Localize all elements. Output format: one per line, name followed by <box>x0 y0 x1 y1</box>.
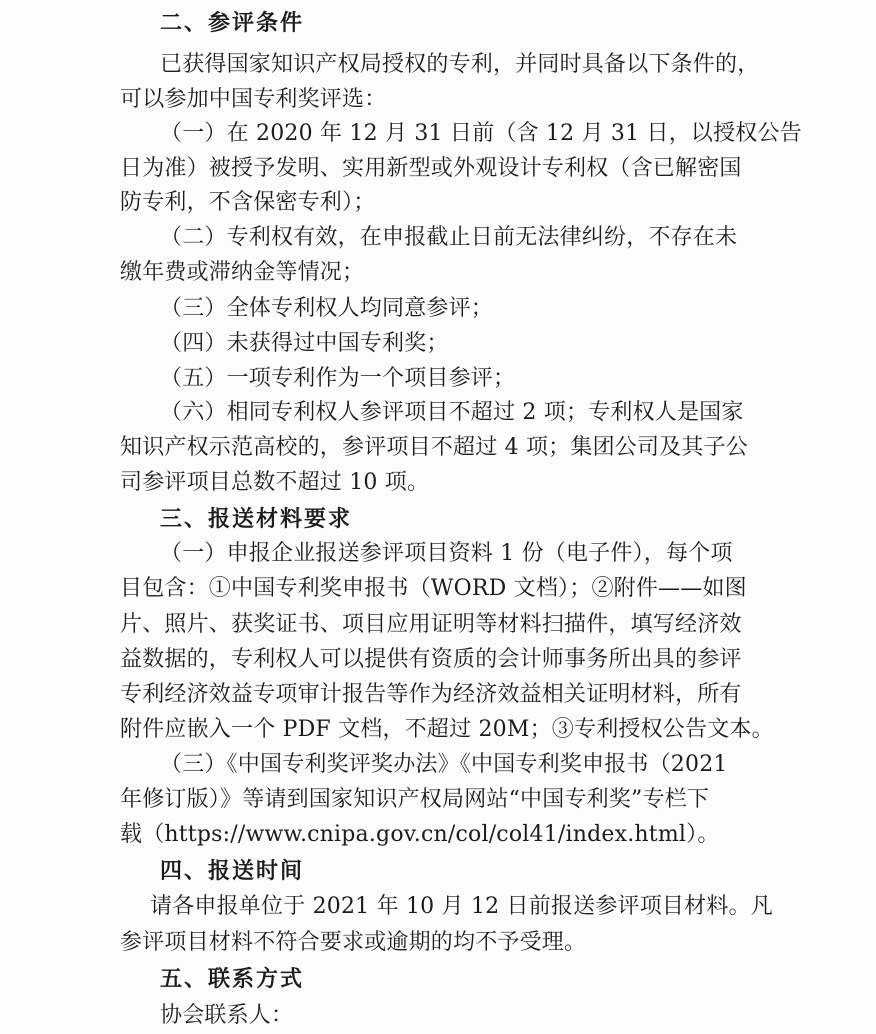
paragraph-line: （一）申报企业报送参评项目资料 1 份（电子件），每个项 <box>160 541 733 566</box>
heading-submission-requirements: 三、报送材料要求 <box>160 506 353 532</box>
paragraph-line: 年修订版）》等请到国家知识产权局网站“中国专利奖”专栏下 <box>120 787 710 812</box>
paragraph-line: 请各申报单位于 2021 年 10 月 12 日前报送参评项目材料。凡 <box>150 894 773 919</box>
paragraph-line: （一）在 2020 年 12 月 31 日前（含 12 月 31 日，以授权公告 <box>160 121 802 146</box>
paragraph-line-url: 载（https://www.cnipa.gov.cn/col/col41/index.html）。 <box>120 822 720 847</box>
heading-submission-time: 四、报送时间 <box>160 858 305 884</box>
paragraph-line: （二）专利权有效，在申报截止日前无法律纠纷，不存在未 <box>160 225 738 250</box>
paragraph-line: 司参评项目总数不超过 10 项。 <box>120 470 430 495</box>
paragraph-line: （三）《中国专利奖评奖办法》《中国专利奖申报书（2021 <box>160 752 728 777</box>
paragraph-line: 协会联系人： <box>160 1003 294 1028</box>
paragraph-line: 片、照片、获奖证书、项目应用证明等材料扫描件，填写经济效 <box>120 612 742 637</box>
paragraph-line: 日为准）被授予发明、实用新型或外观设计专利权（含已解密国 <box>120 156 742 181</box>
paragraph-line: 附件应嵌入一个 PDF 文档，不超过 20M；③专利授权公告文本。 <box>120 717 774 742</box>
paragraph-line: 缴年费或滞纳金等情况； <box>120 260 365 285</box>
paragraph-line: （五）一项专利作为一个项目参评； <box>160 366 516 391</box>
paragraph-line: 可以参加中国专利奖评选： <box>120 87 387 112</box>
paragraph-line: 知识产权示范高校的，参评项目不超过 4 项；集团公司及其子公 <box>120 435 748 460</box>
paragraph-line: 益数据的，专利权人可以提供有资质的会计师事务所出具的参评 <box>120 647 742 672</box>
paragraph-line: 专利经济效益专项审计报告等作为经济效益相关证明材料，所有 <box>120 682 742 707</box>
paragraph-line: （四）未获得过中国专利奖； <box>160 331 449 356</box>
paragraph-line: 防专利，不含保密专利）； <box>120 190 376 215</box>
heading-contact: 五、联系方式 <box>160 966 305 992</box>
paragraph-line: 目包含：①中国专利奖申报书（WORD 文档）；②附件——如图 <box>120 576 747 601</box>
paragraph-line: （三）全体专利权人均同意参评； <box>160 296 494 321</box>
paragraph-line: 已获得国家知识产权局授权的专利，并同时具备以下条件的， <box>160 52 760 77</box>
paragraph-line: 参评项目材料不符合要求或逾期的均不予受理。 <box>120 930 587 955</box>
heading-participation-conditions: 二、参评条件 <box>160 10 305 36</box>
paragraph-line: （六）相同专利权人参评项目不超过 2 项；专利权人是国家 <box>160 400 744 425</box>
